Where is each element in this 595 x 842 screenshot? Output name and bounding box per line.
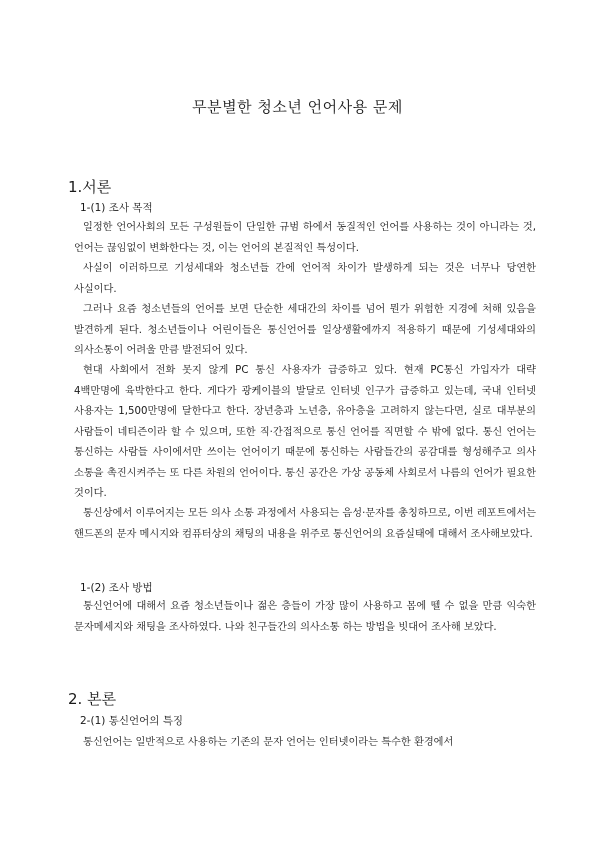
subsection-heading-purpose: 1-(1) 조사 목적 xyxy=(80,202,153,214)
document-title: 무분별한 청소년 언어사용 문제 xyxy=(192,98,403,116)
paragraph: 통신언어에 대해서 요즘 청소년들이나 젊은 층들이 가장 많이 사용하고 몸에 뗄 수 없을 만큼 익숙한 문자메세지와 채팅을 조사하였다. 나와 친구들간의 의사소통 하는 방법을 빗대어 조사해 보았다. xyxy=(74,601,536,633)
paragraph: 사실이 이러하므로 기성세대와 청소년들 간에 언어적 차이가 발생하게 되는 것은 너무나 당연한 사실이다. xyxy=(74,263,536,295)
section-heading-introduction: 1.서론 xyxy=(68,178,112,196)
subsection-heading-method: 1-(2) 조사 방법 xyxy=(80,582,153,594)
paragraph: 통신언어는 일반적으로 사용하는 기존의 문자 언어는 인터넷이라는 특수한 환경에서 xyxy=(83,737,454,748)
paragraph: 통신상에서 이루어지는 모든 의사 소통 과정에서 사용되는 음성·문자를 총칭하므로, 이번 레포트에서는 핸드폰의 문자 메시지와 컴퓨터상의 채팅의 내용을 위주로 통신언어의 요즘실태에 대해서 조사해보았다. xyxy=(74,508,536,540)
subsection-heading-features: 2-(1) 통신언어의 특징 xyxy=(80,715,184,727)
paragraph: 현대 사회에서 전화 못지 않게 PC 통신 사용자가 급증하고 있다. 현재 PC통신 가입자가 대략 4백만명에 육박한다고 한다. 게다가 광케이블의 발달로 인터넷 인구가 급증하고 있는데, 국내 인터넷 사용자는 1,500만명에 달한다고 한다. 장년층과 노년층, 유아층을 고려하지 않는다면, 실로 대부분의 사람들이 네티즌이라 할 수 있으며, 또한 직·간접적으로 통신 언어를 직면할 수 밖에 없다. 통신 언어는 통신하는 사람들 사이에서만 쓰이는 언어이기 때문에 통신하는 사람들간의 공감대를 형성해주고 의사 소통을 촉진시켜주는 또 다른 차원의 언어이다. 통신 공간은 가상 공동체 사회로서 나름의 언어가 필요한 것이다. xyxy=(74,365,536,499)
paragraph: 일정한 언어사회의 모든 구성원들이 단일한 규범 하에서 동질적인 언어를 사용하는 것이 아니라는 것, 언어는 끊임없이 변화한다는 것, 이는 언어의 본질적인 특성이다. xyxy=(74,222,536,254)
section-heading-body: 2. 본론 xyxy=(68,690,117,708)
paragraph: 그러나 요즘 청소년들의 언어를 보면 단순한 세대간의 차이를 넘어 뭔가 위험한 지경에 처해 있음을 발견하게 된다. 청소년들이나 어린이들은 통신언어를 일상생활에까지 적용하기 때문에 기성세대와의 의사소통이 어려울 만큼 발전되어 있다. xyxy=(74,304,536,356)
